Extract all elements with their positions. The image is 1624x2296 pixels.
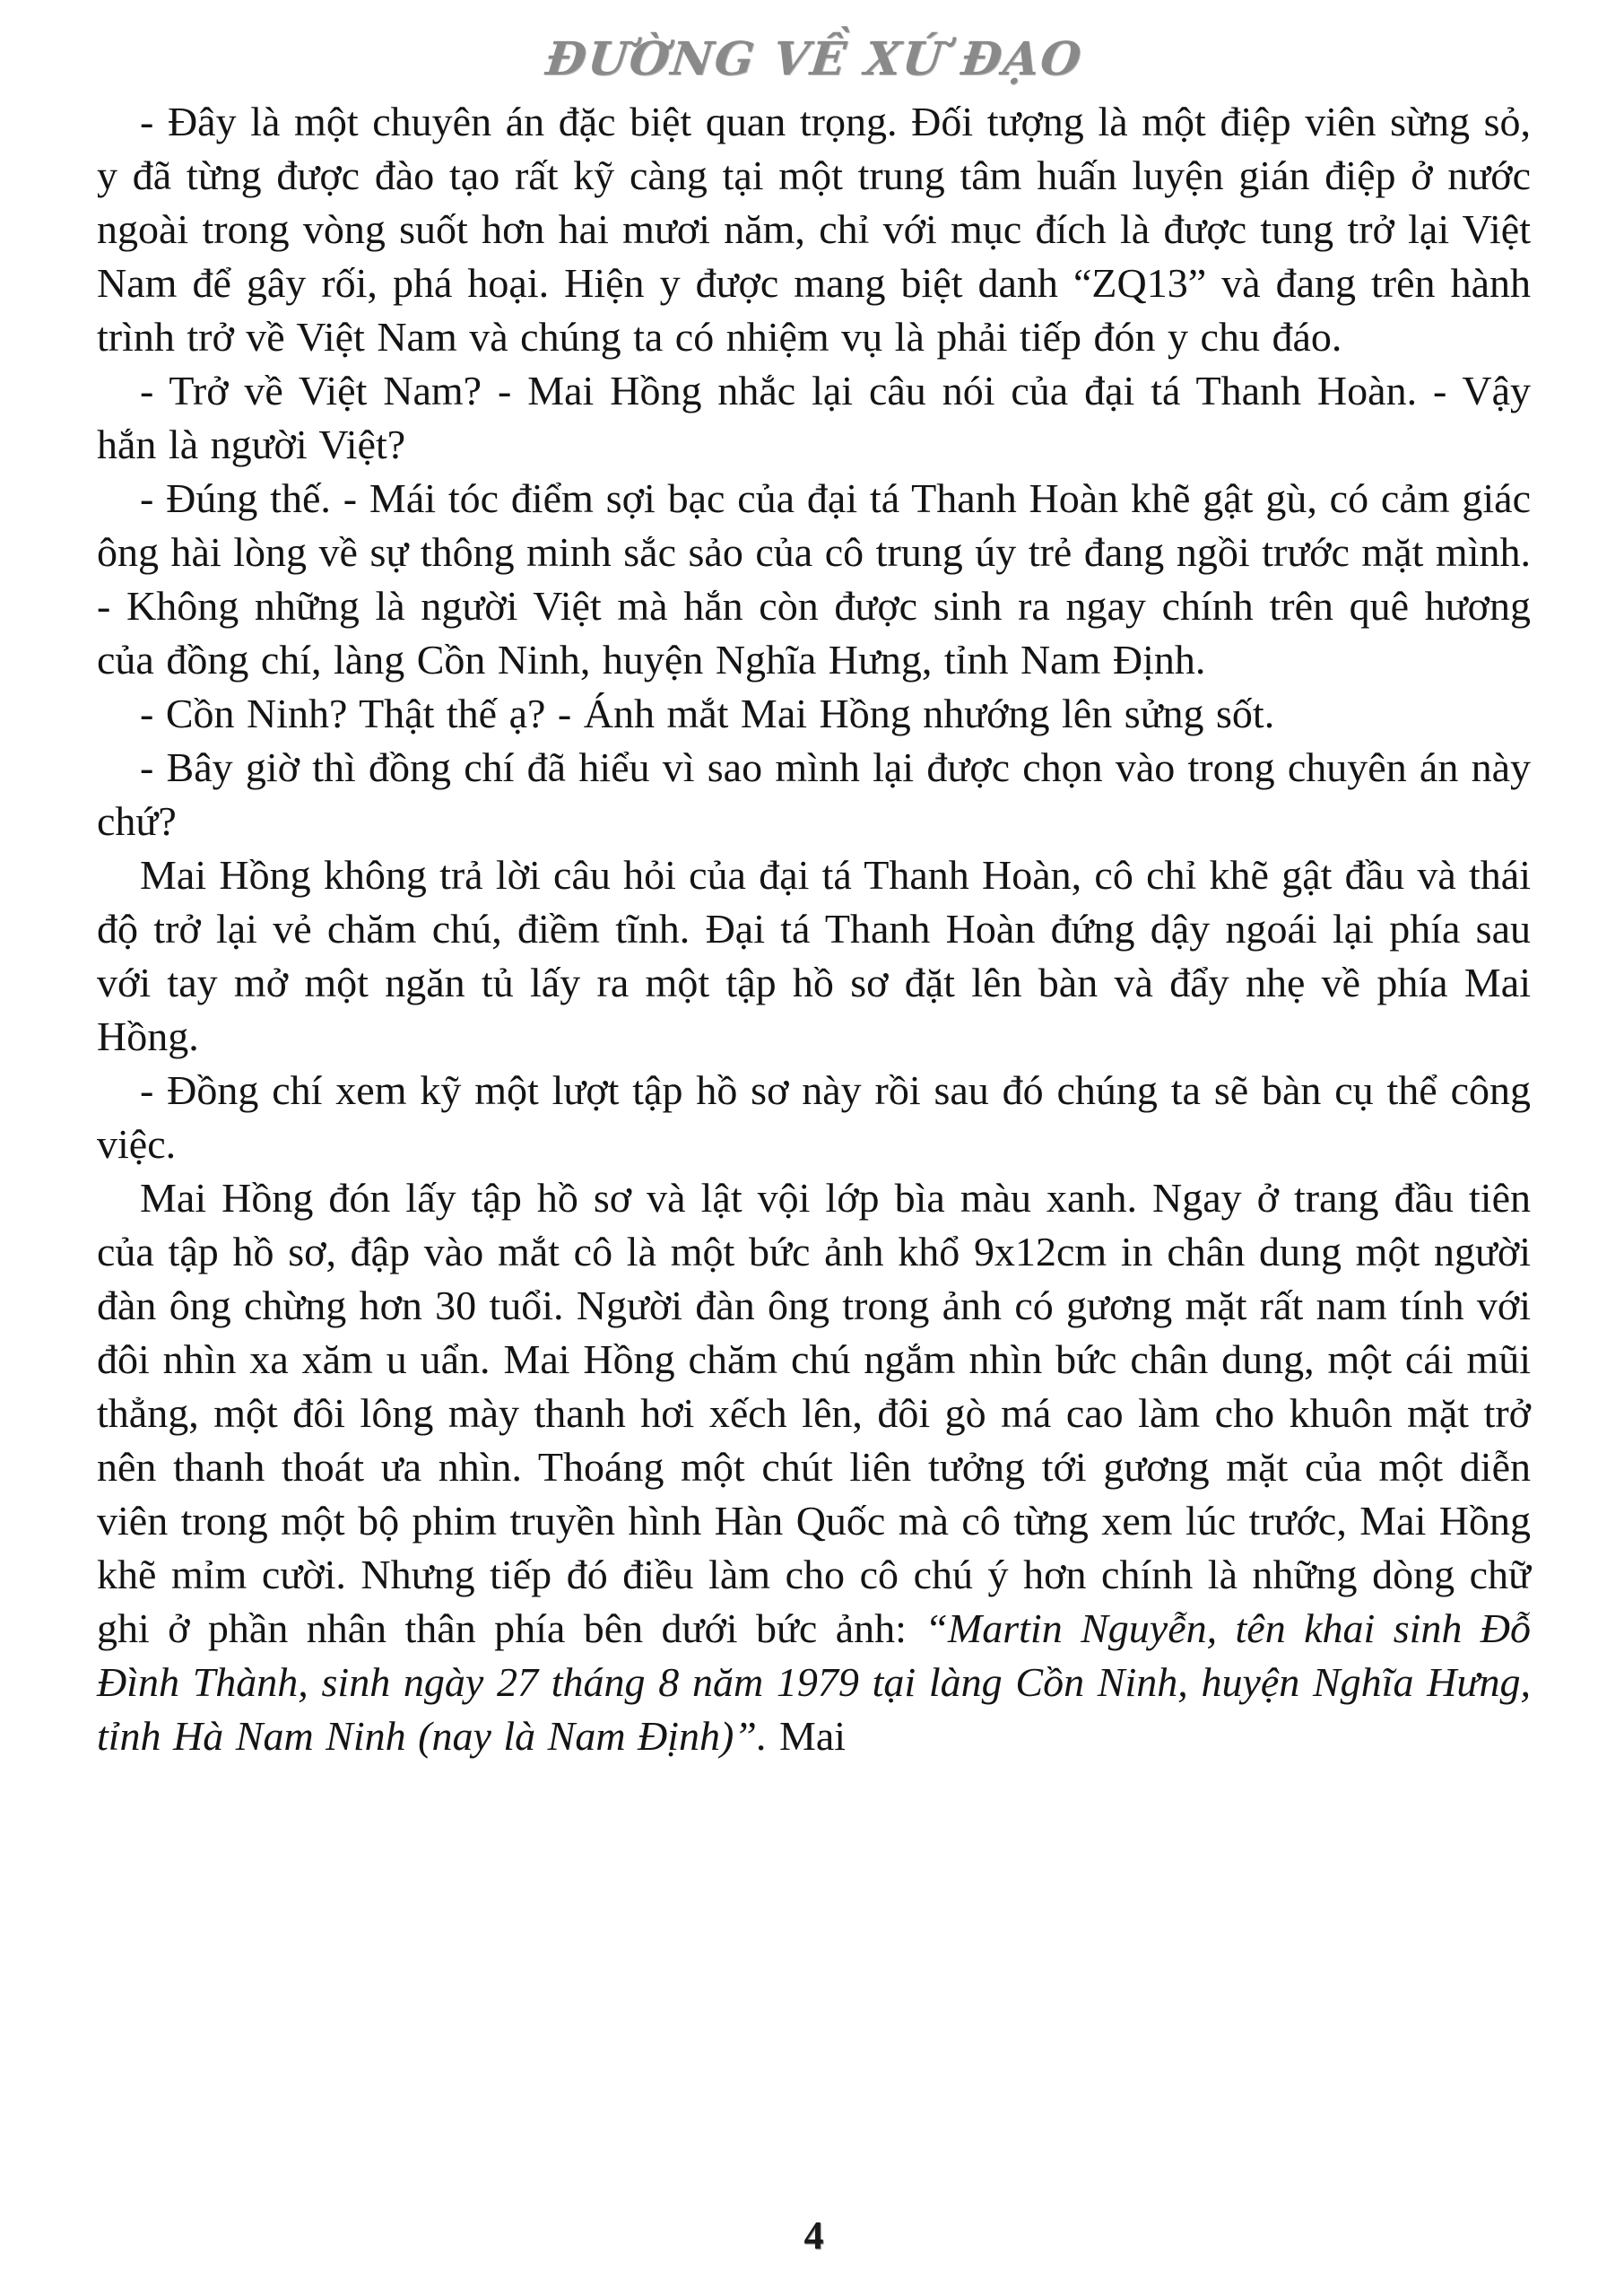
text-segment: - Bây giờ thì đồng chí đã hiểu vì sao mình lại được chọn vào trong chuyên án này chứ? [97, 744, 1531, 844]
page-title: ĐƯỜNG VỀ XỨ ĐẠO [543, 32, 1085, 86]
running-header [97, 32, 1531, 86]
text-segment: - Trở về Việt Nam? - Mai Hồng nhắc lại câu nói của đại tá Thanh Hoàn. - Vậy hắn là người Việt? [97, 368, 1531, 467]
paragraph [97, 848, 1531, 1064]
paragraph [97, 687, 1531, 741]
text-segment: - Đúng thế. - Mái tóc điểm sợi bạc của đại tá Thanh Hoàn khẽ gật gù, có cảm giác ông hài lòng về sự thông minh sắc sảo của cô trung úy trẻ đang ngồi trước mặt mình. - Không những là người Việt mà hắn còn được sinh ra ngay chính trên quê hương của đồng chí, làng Cồn Ninh, huyện Nghĩa Hưng, tỉnh Nam Định. [97, 475, 1531, 683]
paragraph [97, 741, 1531, 848]
paragraph [97, 1171, 1531, 1763]
quoted-italic-text: “Martin Nguyễn, tên khai sinh Đỗ Đình Thành, sinh ngày 27 tháng 8 năm 1979 tại làng Cồn Ninh, huyện Nghĩa Hưng, tỉnh Hà Nam Ninh (nay là Nam Định)”. [97, 1605, 1531, 1759]
page-number: 4 [803, 2213, 824, 2257]
page-body [97, 95, 1531, 1763]
paragraph [97, 1064, 1531, 1171]
text-segment: Mai Hồng đón lấy tập hồ sơ và lật vội lớp bìa màu xanh. Ngay ở trang đầu tiên của tập hồ sơ, đập vào mắt cô là một bức ảnh khổ 9x12cm in chân dung một người đàn ông chừng hơn 30 tuổi. Người đàn ông trong ảnh có gương mặt rất nam tính với đôi nhìn xa xăm u uẩn. Mai Hồng chăm chú ngắm nhìn bức chân dung, một cái mũi thẳng, một đôi lông mày thanh hơi xếch lên, đôi gò má cao làm cho khuôn mặt trở nên thanh thoát ưa nhìn. Thoáng một chút liên tưởng tới gương mặt của một diễn viên trong một bộ phim truyền hình Hàn Quốc mà cô từng xem lúc trước, Mai Hồng khẽ mỉm cười. Nhưng tiếp đó điều làm cho cô chú ý hơn chính là những dòng chữ ghi ở phần nhân thân phía bên dưới bức ảnh: [97, 1175, 1531, 1651]
text-segment: - Cồn Ninh? Thật thế ạ? - Ánh mắt Mai Hồng nhướng lên sửng sốt. [140, 691, 1275, 736]
text-segment: Mai Hồng không trả lời câu hỏi của đại tá Thanh Hoàn, cô chỉ khẽ gật đầu và thái độ trở lại vẻ chăm chú, điềm tĩnh. Đại tá Thanh Hoàn đứng dậy ngoái lại phía sau với tay mở một ngăn tủ lấy ra một tập hồ sơ đặt lên bàn và đẩy nhẹ về phía Mai Hồng. [97, 852, 1531, 1059]
paragraph [97, 364, 1531, 472]
text-segment: - Đồng chí xem kỹ một lượt tập hồ sơ này rồi sau đó chúng ta sẽ bàn cụ thể công việc. [97, 1067, 1531, 1167]
text-segment: - Đây là một chuyên án đặc biệt quan trọng. Đối tượng là một điệp viên sừng sỏ, y đã từng được đào tạo rất kỹ càng tại một trung tâm huấn luyện gián điệp ở nước ngoài trong vòng suốt hơn hai mươi năm, chỉ với mục đích là được tung trở lại Việt Nam để gây rối, phá hoại. Hiện y được mang biệt danh “ZQ13” và đang trên hành trình trở về Việt Nam và chúng ta có nhiệm vụ là phải tiếp đón y chu đáo. [97, 99, 1531, 360]
paragraph [97, 95, 1531, 364]
paragraph [97, 472, 1531, 687]
page-footer [97, 2213, 1531, 2296]
text-segment: Mai [767, 1713, 847, 1759]
